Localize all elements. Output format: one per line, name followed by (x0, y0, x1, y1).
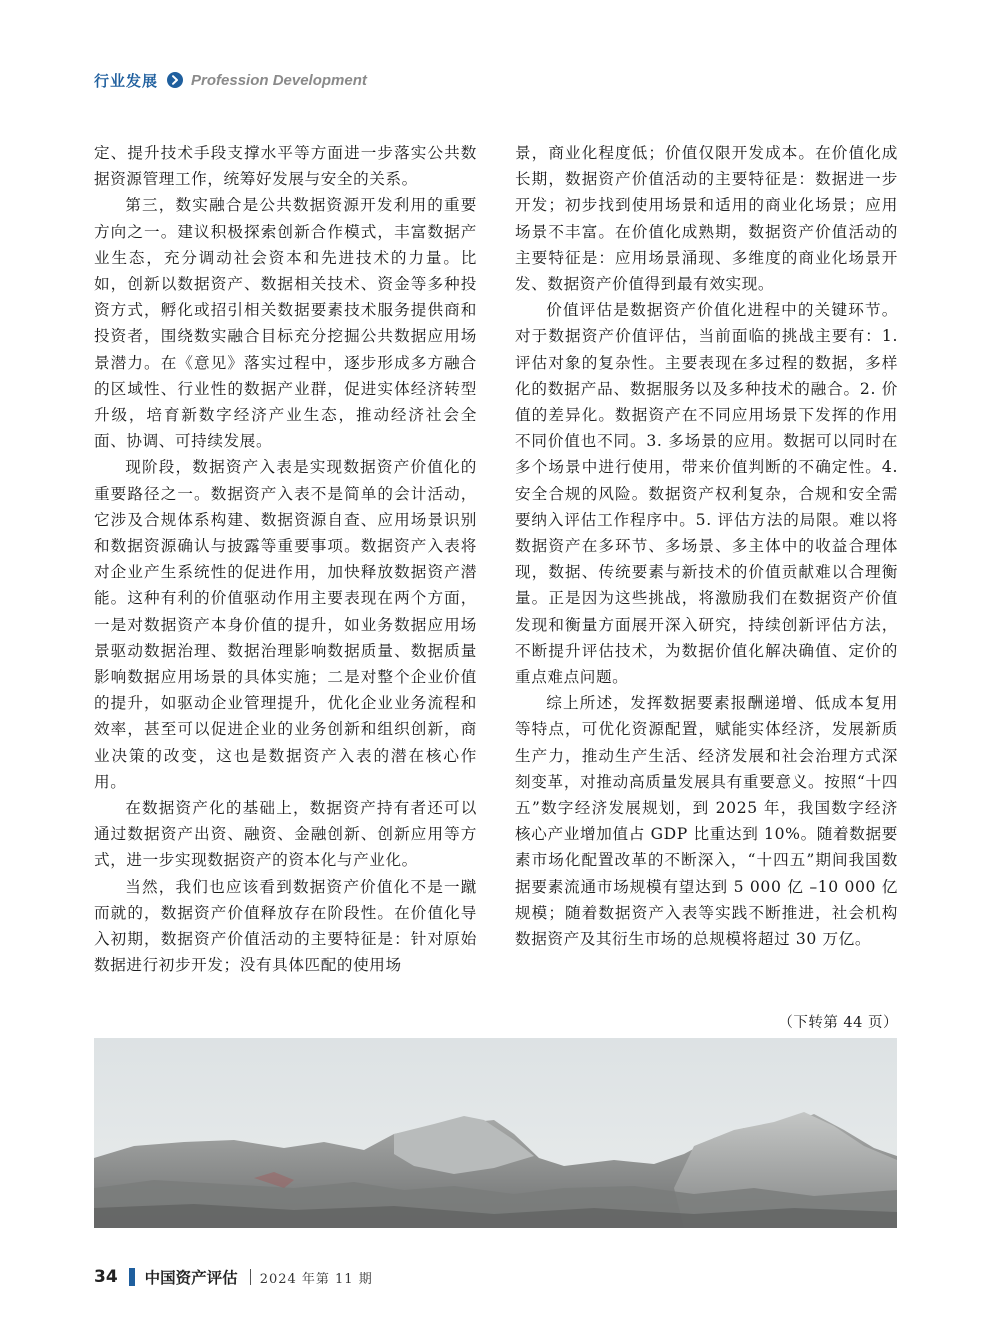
left-column (94, 140, 477, 979)
paragraph: 价值评估是数据资产价值化进程中的关键环节。对于数据资产价值评估，当前面临的挑战主要有：1. 评估对象的复杂性。主要表现在多过程的数据，多样化的数据产品、数据服务以及多种技术的融合。2. 价值的差异化。数据资产在不同应用场景下发挥的作用不同价值也不同。3. 多场景的应用。数据可以同时在多个场景中进行使用，带来价值判断的不确定性。4. 安全合规的风险。数据资产权利复杂，合规和安全需要纳入评估工作程序中。5. 评估方法的局限。难以将数据资产在多环节、多场景、多主体中的收益合理体现，数据、传统要素与新技术的价值贡献难以合理衡量。正是因为这些挑战，将激励我们在数据资产价值发现和衡量方面展开深入研究，持续创新评估方法，不断提升评估技术，为数据价值化解决确值、定价的重点难点问题。 (515, 301, 898, 687)
section-header (94, 67, 367, 93)
section-title-en: Profession Development (191, 71, 367, 89)
paragraph: 第三，数实融合是公共数据资源开发利用的重要方向之一。建议积极探索创新合作模式，丰富数据产业生态，充分调动社会资本和先进技术的力量。比如，创新以数据资产、数据相关技术、资金等多种投资方式，孵化或招引相关数据要素技术服务提供商和投资者，围绕数实融合目标充分挖掘公共数据应用场景潜力。在《意见》落实过程中，逐步形成多方融合的区域性、行业性的数据产业群，促进实体经济转型升级，培育新数字经济产业生态，推动经济社会全面、协调、可持续发展。 (94, 196, 477, 451)
continued-note: （下转第 44 页） (778, 1015, 898, 1031)
section-title-cn: 行业发展 (94, 71, 159, 90)
footer-divider (250, 1269, 251, 1285)
page-number: 34 (94, 1267, 118, 1287)
chevron-right-circle-icon (167, 72, 183, 88)
mountain-photo (94, 1038, 897, 1228)
paragraph: 定、提升技术手段支撑水平等方面进一步落实公共数据资源管理工作，统筹好发展与安全的关系。 (94, 144, 477, 189)
paragraph: 综上所述，发挥数据要素报酬递增、低成本复用等特点，可优化资源配置，赋能实体经济，发展新质生产力，推动生产生活、经济发展和社会治理方式深刻变革，对推动高质量发展具有重要意义。按照“十四五”数字经济发展规划，到 2025 年，我国数字经济核心产业增加值占 GDP 比重达到 10%。随着数据要素市场化配置改革的不断深入，“十四五”期间我国数据要素流通市场规模有望达到 5 000 亿 –10 000 亿规模；随着数据资产入表等实践不断推进，社会机构数据资产及其衍生市场的总规模将超过 30 万亿。 (515, 694, 898, 949)
magazine-title: 中国资产评估 (144, 1269, 238, 1287)
issue-label: 2024 年第 11 期 (259, 1271, 373, 1287)
right-column (515, 140, 898, 952)
paragraph: 景，商业化程度低；价值仅限开发成本。在价值化成长期，数据资产价值活动的主要特征是：数据进一步开发；初步找到使用场景和适用的商业化场景；应用场景不丰富。在价值化成熟期，数据资产价值活动的主要特征是：应用场景涌现、多维度的商业化场景开发、数据资产价值得到最有效实现。 (515, 144, 898, 294)
footer-accent-bar (129, 1268, 135, 1286)
page-footer (94, 1265, 373, 1289)
paragraph: 在数据资产化的基础上，数据资产持有者还可以通过数据资产出资、融资、金融创新、创新应用等方式，进一步实现数据资产的资本化与产业化。 (94, 799, 477, 870)
paragraph: 现阶段，数据资产入表是实现数据资产价值化的重要路径之一。数据资产入表不是简单的会计活动，它涉及合规体系构建、数据资源自查、应用场景识别和数据资源确认与披露等重要事项。数据资产入表将对企业产生系统性的促进作用，加快释放数据资产潜能。这种有利的价值驱动作用主要表现在两个方面，一是对数据资产本身价值的提升，如业务数据应用场景驱动数据治理、数据治理影响数据质量、数据质量影响数据应用场景的具体实施；二是对整个企业价值的提升，如驱动企业管理提升，优化企业业务流程和效率，甚至可以促进企业的业务创新和组织创新，商业决策的改变，这也是数据资产入表的潜在核心作用。 (94, 458, 477, 791)
paragraph: 当然，我们也应该看到数据资产价值化不是一蹴而就的，数据资产价值释放存在阶段性。在价值化导入初期，数据资产价值活动的主要特征是：针对原始数据进行初步开发；没有具体匹配的使用场 (94, 877, 477, 975)
